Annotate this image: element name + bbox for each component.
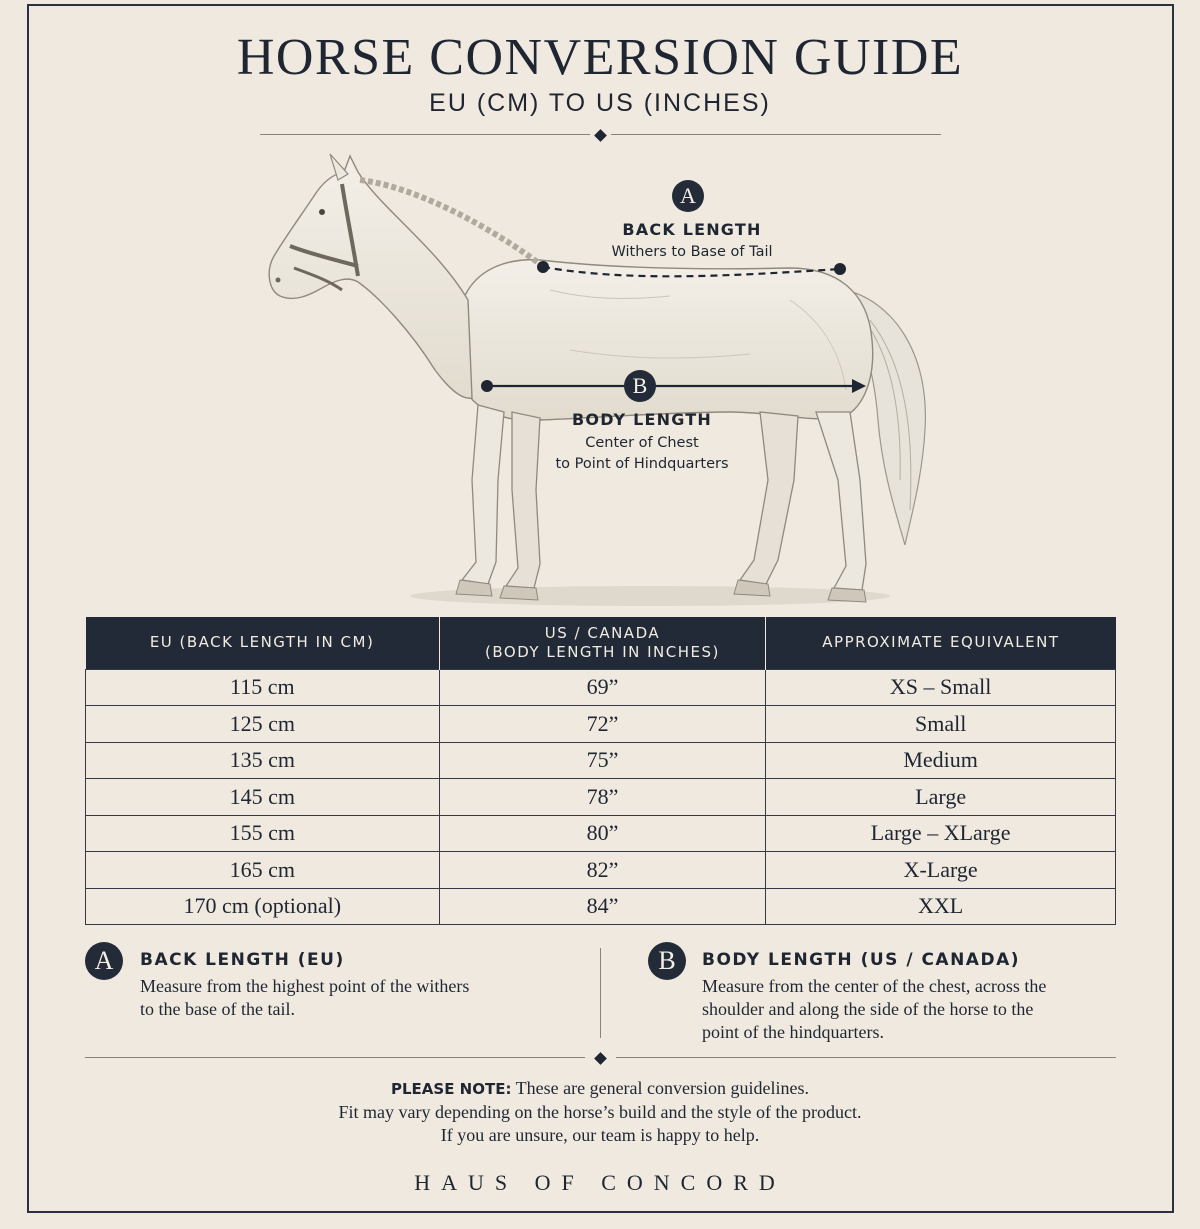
- cell-size: Small: [766, 706, 1116, 743]
- body-length-badge: B: [624, 370, 656, 402]
- cell-eu: 155 cm: [86, 815, 440, 852]
- body-length-subtitle-line1: Center of Chest: [585, 435, 699, 451]
- please-note-line1: [0, 1077, 1200, 1101]
- cell-us: 72”: [439, 706, 766, 743]
- cell-us: 84”: [439, 888, 766, 925]
- cell-size: XS – Small: [766, 669, 1116, 706]
- please-note: [0, 1077, 1200, 1147]
- horse-illustration: [250, 150, 950, 610]
- cell-eu: 115 cm: [86, 669, 440, 706]
- cell-size: XXL: [766, 888, 1116, 925]
- note-b-title: BODY LENGTH (US / CANADA): [702, 950, 1020, 970]
- please-note-text1: These are general conversion guidelines.: [511, 1078, 810, 1098]
- header-equivalent: APPROXIMATE EQUIVALENT: [766, 617, 1116, 669]
- note-b-line1: Measure from the center of the chest, across the: [702, 976, 1047, 996]
- cell-us: 80”: [439, 815, 766, 852]
- table-row: [86, 706, 1116, 743]
- cell-us: 78”: [439, 779, 766, 816]
- note-a-badge: A: [85, 942, 123, 980]
- cell-eu: 145 cm: [86, 779, 440, 816]
- table-row: [86, 779, 1116, 816]
- back-length-badge: A: [672, 180, 704, 212]
- brand-name: HAUS OF CONCORD: [414, 1170, 786, 1195]
- cell-size: X-Large: [766, 852, 1116, 889]
- table-row: [86, 852, 1116, 889]
- note-b-line2: shoulder and along the side of the horse to the: [702, 999, 1034, 1019]
- cell-eu: 125 cm: [86, 706, 440, 743]
- bottom-divider-right: [616, 1057, 1116, 1058]
- cell-eu: 170 cm (optional): [86, 888, 440, 925]
- cell-size: Large: [766, 779, 1116, 816]
- body-length-subtitle-line2: to Point of Hindquarters: [555, 456, 729, 472]
- header-us-line1: US / CANADA: [544, 623, 661, 642]
- top-divider-left: [260, 134, 590, 135]
- cell-eu: 135 cm: [86, 742, 440, 779]
- cell-us: 69”: [439, 669, 766, 706]
- cell-us: 75”: [439, 742, 766, 779]
- cell-size: Large – XLarge: [766, 815, 1116, 852]
- back-length-title: BACK LENGTH: [622, 220, 762, 239]
- header-us-line2: (BODY LENGTH IN INCHES): [485, 642, 720, 661]
- please-note-line2: Fit may vary depending on the horse’s build and the style of the product.: [338, 1102, 862, 1122]
- table-row: [86, 742, 1116, 779]
- table-header-row: [86, 617, 1116, 669]
- back-length-subtitle: Withers to Base of Tail: [611, 244, 773, 260]
- note-b-line3: point of the hindquarters.: [702, 1022, 884, 1042]
- header-us: [439, 617, 766, 669]
- note-b-badge: B: [648, 942, 686, 980]
- top-divider-right: [611, 134, 941, 135]
- body-length-title: BODY LENGTH: [572, 410, 712, 429]
- note-a-line1: Measure from the highest point of the withers: [140, 976, 470, 996]
- notes-divider: [600, 948, 601, 1038]
- please-note-label: PLEASE NOTE:: [390, 1080, 512, 1098]
- table-row: [86, 888, 1116, 925]
- cell-eu: 165 cm: [86, 852, 440, 889]
- bottom-divider-left: [85, 1057, 585, 1058]
- page-subtitle: EU (CM) TO US (INCHES): [429, 89, 771, 117]
- note-a-title: BACK LENGTH (EU): [140, 950, 345, 970]
- note-a-line2: to the base of the tail.: [140, 999, 295, 1019]
- cell-size: Medium: [766, 742, 1116, 779]
- please-note-line3: If you are unsure, our team is happy to help.: [440, 1125, 760, 1145]
- header-eu: EU (BACK LENGTH IN CM): [86, 617, 440, 669]
- conversion-table: [85, 617, 1116, 925]
- cell-us: 82”: [439, 852, 766, 889]
- table-row: [86, 815, 1116, 852]
- table-row: [86, 669, 1116, 706]
- page-title: HORSE CONVERSION GUIDE: [236, 29, 964, 86]
